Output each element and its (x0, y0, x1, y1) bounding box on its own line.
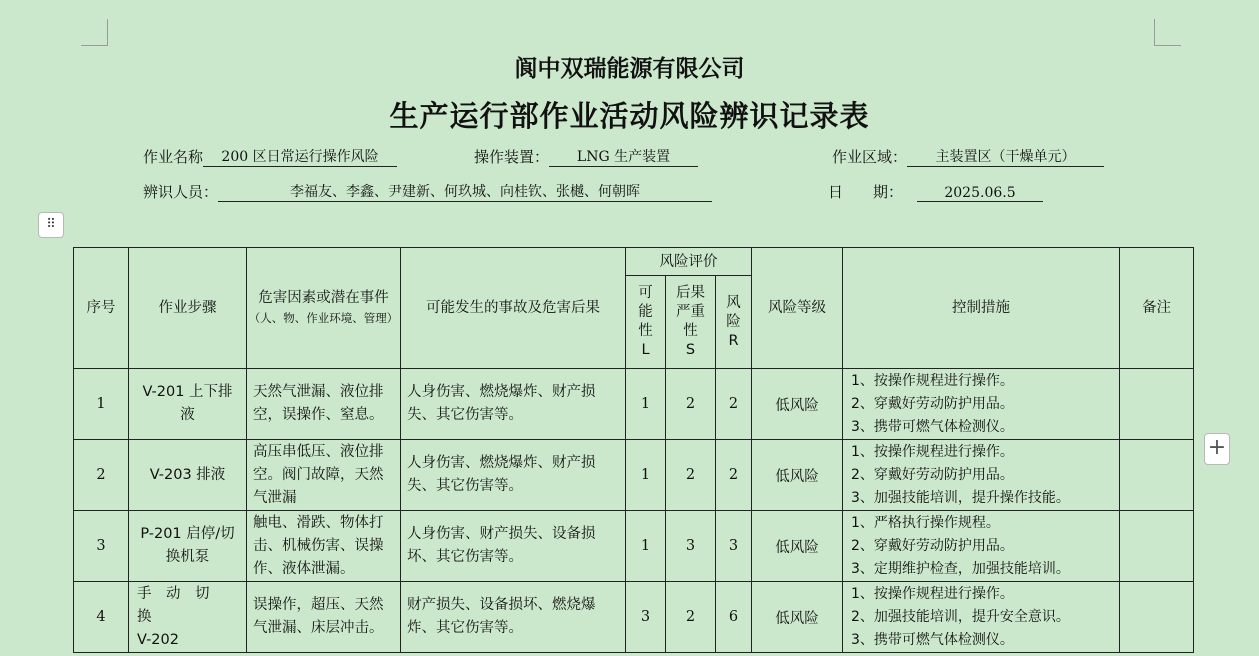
cell-likelihood: 1 (626, 511, 666, 582)
cell-remark (1120, 440, 1194, 511)
identifier-field (143, 181, 712, 202)
cell-control (843, 440, 1120, 511)
cell-step (129, 440, 247, 511)
job-name-label: 作业名称 (143, 148, 204, 166)
cell-step (129, 369, 247, 440)
table-row (74, 582, 1194, 653)
header-r-line: R (728, 332, 739, 349)
control-item: 1、按操作规程进行操作。 (851, 372, 1014, 389)
cell-risk: 2 (716, 440, 752, 511)
control-item: 1、严格执行操作规程。 (851, 514, 1000, 531)
area-field (832, 146, 1104, 167)
cell-remark (1120, 369, 1194, 440)
device-value: LNG 生产装置 (549, 146, 698, 167)
cell-step (129, 511, 247, 582)
page-corner-mark-top-left (81, 19, 108, 46)
identifier-value: 李福友、李鑫、尹建新、何玖城、向桂钦、张樾、何朝晖 (218, 181, 712, 202)
cell-level: 低风险 (752, 582, 843, 653)
control-item: 2、穿戴好劳动防护用品。 (851, 466, 1014, 483)
cell-hazard: 触电、滑跌、物体打击、机械伤害、误操作、液体泄漏。 (247, 511, 401, 582)
date-value: 2025.06.5 (917, 185, 1043, 202)
cell-remark (1120, 582, 1194, 653)
cell-step-line: V-201 上下排 (142, 384, 233, 400)
control-item: 2、加强技能培训，提升安全意识。 (851, 608, 1070, 625)
header-step: 作业步骤 (129, 248, 247, 369)
header-l-line: 能 (638, 304, 653, 320)
cell-severity: 2 (666, 582, 716, 653)
cell-step-line: V-202 (137, 631, 179, 648)
cell-seq: 4 (74, 582, 129, 653)
cell-control (843, 511, 1120, 582)
header-l-line: 可 (638, 285, 653, 301)
header-severity (666, 276, 716, 369)
header-l-line: 性 (638, 323, 653, 339)
header-level: 风险等级 (752, 248, 843, 369)
cell-hazard: 误操作，超压、天然气泄漏、床层冲击。 (247, 582, 401, 653)
control-item: 1、按操作规程进行操作。 (851, 585, 1014, 602)
cell-risk: 6 (716, 582, 752, 653)
table-row (74, 440, 1194, 511)
cell-level: 低风险 (752, 369, 843, 440)
table-move-handle[interactable]: ⠿ (38, 212, 64, 238)
header-s-line: 后果 (676, 285, 705, 301)
cell-remark (1120, 511, 1194, 582)
job-name-field (143, 146, 397, 167)
cell-seq: 1 (74, 369, 129, 440)
cell-level: 低风险 (752, 440, 843, 511)
date-label: 日 期： (828, 183, 904, 201)
cell-step (129, 582, 247, 653)
area-label: 作业区域： (832, 148, 908, 166)
device-label: 操作装置： (474, 148, 550, 166)
header-remark: 备注 (1120, 248, 1194, 369)
header-seq: 序号 (74, 248, 129, 369)
cell-severity: 2 (666, 369, 716, 440)
cell-step-line: 换机泵 (165, 549, 210, 565)
cell-consequence: 人身伤害、燃烧爆炸、财产损失、其它伤害等。 (401, 440, 626, 511)
cell-consequence: 财产损失、设备损坏、燃烧爆炸、其它伤害等。 (401, 582, 626, 653)
header-hazard-sub: （人、物、作业环境、管理） (248, 311, 399, 325)
cell-likelihood: 3 (626, 582, 666, 653)
control-item: 2、穿戴好劳动防护用品。 (851, 537, 1014, 554)
cell-seq: 3 (74, 511, 129, 582)
company-name: 阆中双瑞能源有限公司 (514, 56, 745, 82)
cell-step-line: 手 动 切 换 (137, 585, 224, 625)
header-s-line: 严重 (676, 304, 705, 320)
header-hazard-main: 危害因素或潜在事件 (258, 290, 389, 306)
identifier-label: 辨识人员： (143, 183, 219, 201)
risk-table (73, 247, 1194, 653)
cell-control (843, 369, 1120, 440)
header-r-line: 风 (726, 294, 741, 311)
cell-consequence: 人身伤害、燃烧爆炸、财产损失、其它伤害等。 (401, 369, 626, 440)
cell-level: 低风险 (752, 511, 843, 582)
header-risk (716, 276, 752, 369)
cell-likelihood: 1 (626, 369, 666, 440)
cell-control (843, 582, 1120, 653)
header-l-line: L (641, 342, 650, 358)
cell-likelihood: 1 (626, 440, 666, 511)
header-likelihood (626, 276, 666, 369)
cell-severity: 3 (666, 511, 716, 582)
control-item: 3、携带可燃气体检测仪。 (851, 631, 1014, 648)
control-item: 3、携带可燃气体检测仪。 (851, 418, 1014, 435)
control-item: 3、加强技能培训，提升操作技能。 (851, 489, 1070, 506)
header-consequence: 可能发生的事故及危害后果 (401, 248, 626, 369)
add-row-button[interactable]: + (1204, 433, 1230, 465)
cell-risk: 2 (716, 369, 752, 440)
document-title: 生产运行部作业活动风险辨识记录表 (389, 99, 870, 133)
control-item: 3、定期维护检查，加强技能培训。 (851, 560, 1070, 577)
header-hazard (247, 248, 401, 369)
area-value: 主装置区（干燥单元） (907, 146, 1104, 167)
header-risk-eval: 风险评价 (626, 248, 752, 276)
cell-step-line: V-203 排液 (149, 466, 226, 483)
table-row (74, 511, 1194, 582)
control-item: 1、按操作规程进行操作。 (851, 443, 1014, 460)
job-name-value: 200 区日常运行操作风险 (203, 146, 397, 167)
cell-risk: 3 (716, 511, 752, 582)
table-row (74, 369, 1194, 440)
page-corner-mark-top-right (1154, 19, 1181, 46)
cell-hazard: 高压串低压、液位排空。阀门故障，天然气泄漏 (247, 440, 401, 511)
control-item: 2、穿戴好劳动防护用品。 (851, 395, 1014, 412)
cell-step-line: P-201 启停/切 (140, 526, 235, 542)
cell-consequence: 人身伤害、财产损失、设备损坏、其它伤害等。 (401, 511, 626, 582)
date-field (828, 181, 1043, 202)
header-s-line: 性 (683, 323, 698, 339)
header-r-line: 险 (726, 313, 741, 330)
cell-severity: 2 (666, 440, 716, 511)
cell-step-line: 液 (180, 407, 195, 423)
device-field (474, 146, 698, 167)
header-control: 控制措施 (843, 248, 1120, 369)
cell-seq: 2 (74, 440, 129, 511)
cell-hazard: 天然气泄漏、液位排空，误操作、窒息。 (247, 369, 401, 440)
header-s-line: S (685, 342, 696, 358)
